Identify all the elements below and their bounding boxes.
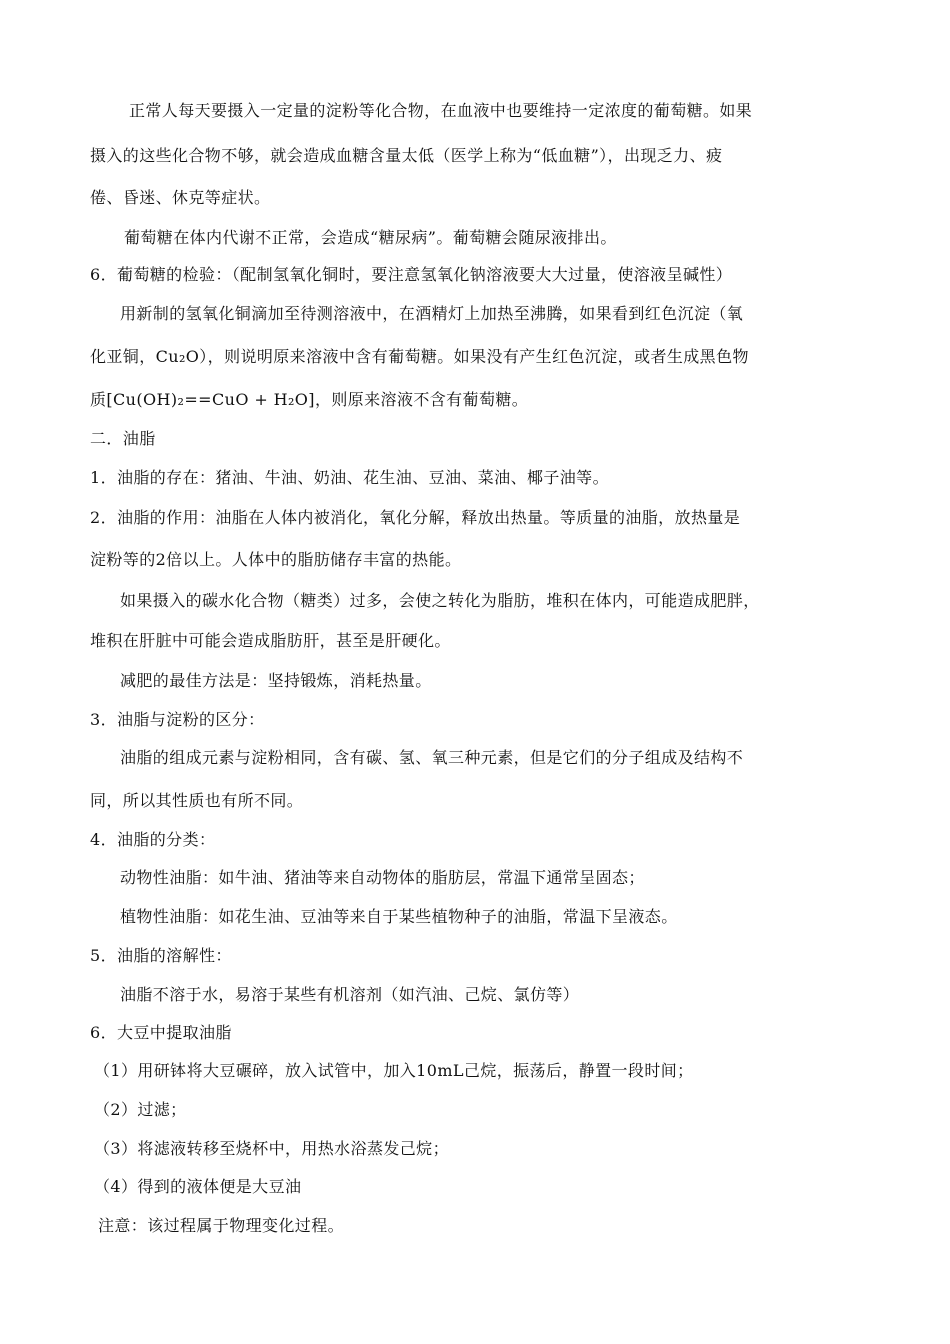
text-line: 减肥的最佳方法是：坚持锻炼，消耗热量。 [120, 671, 432, 690]
text-line: 正常人每天要摄入一定量的淀粉等化合物，在血液中也要维持一定浓度的葡萄糖。如果 [129, 101, 753, 120]
text-line: （3）将滤液转移至烧杯中，用热水浴蒸发己烷； [94, 1139, 449, 1158]
text-line: 摄入的这些化合物不够，就会造成血糖含量太低（医学上称为“低血糖”），出现乏力、疲 [90, 146, 723, 165]
text-line: （4）得到的液体便是大豆油 [94, 1177, 302, 1196]
text-line: 4．油脂的分类： [90, 830, 216, 849]
text-line: 2．油脂的作用：油脂在人体内被消化，氧化分解，释放出热量。等质量的油脂，放热量是 [90, 508, 741, 527]
text-line: 3．油脂与淀粉的区分： [90, 710, 265, 729]
text-line: 如果摄入的碳水化合物（糖类）过多，会使之转化为脂肪，堆积在体内，可能造成肥胖， [120, 591, 760, 610]
text-line: （2）过滤； [94, 1100, 187, 1119]
text-line: 油脂不溶于水，易溶于某些有机溶剂（如汽油、己烷、氯仿等） [120, 985, 580, 1004]
text-line: 倦、昏迷、休克等症状。 [90, 188, 271, 207]
text-line: 动物性油脂：如牛油、猪油等来自动物体的脂肪层，常温下通常呈固态； [120, 868, 645, 887]
text-line: 用新制的氢氧化铜滴加至待测溶液中，在酒精灯上加热至沸腾，如果看到红色沉淀（氧 [120, 304, 744, 323]
text-line: 5．油脂的溶解性： [90, 946, 232, 965]
text-line: 同，所以其性质也有所不同。 [90, 791, 304, 810]
section-heading: 二．油脂 [90, 429, 156, 448]
text-line: 6．大豆中提取油脂 [90, 1023, 232, 1042]
text-line: 油脂的组成元素与淀粉相同，含有碳、氢、氧三种元素，但是它们的分子组成及结构不 [120, 748, 744, 767]
text-line: 淀粉等的2倍以上。人体中的脂肪储存丰富的热能。 [90, 550, 462, 569]
text-line: 1．油脂的存在：猪油、牛油、奶油、花生油、豆油、菜油、椰子油等。 [90, 468, 609, 487]
text-line: 葡萄糖在体内代谢不正常，会造成“糖尿病”。葡萄糖会随尿液排出。 [124, 228, 617, 247]
text-line: 注意：该过程属于物理变化过程。 [98, 1216, 345, 1235]
text-line: 堆积在肝脏中可能会造成脂肪肝，甚至是肝硬化。 [90, 631, 451, 650]
text-line: （1）用研钵将大豆碾碎，放入试管中，加入10mL己烷，振荡后，静置一段时间； [94, 1061, 694, 1080]
text-line: 化亚铜，Cu₂O），则说明原来溶液中含有葡萄糖。如果没有产生红色沉淀，或者生成黑色物 [90, 347, 749, 366]
text-line: 植物性油脂：如花生油、豆油等来自于某些植物种子的油脂，常温下呈液态。 [120, 907, 678, 926]
text-line: 6．葡萄糖的检验：（配制氢氧化铜时，要注意氢氧化钠溶液要大大过量，使溶液呈碱性） [90, 265, 733, 284]
text-line: 质[Cu(OH)₂==CuO + H₂O]，则原来溶液不含有葡萄糖。 [90, 390, 529, 409]
